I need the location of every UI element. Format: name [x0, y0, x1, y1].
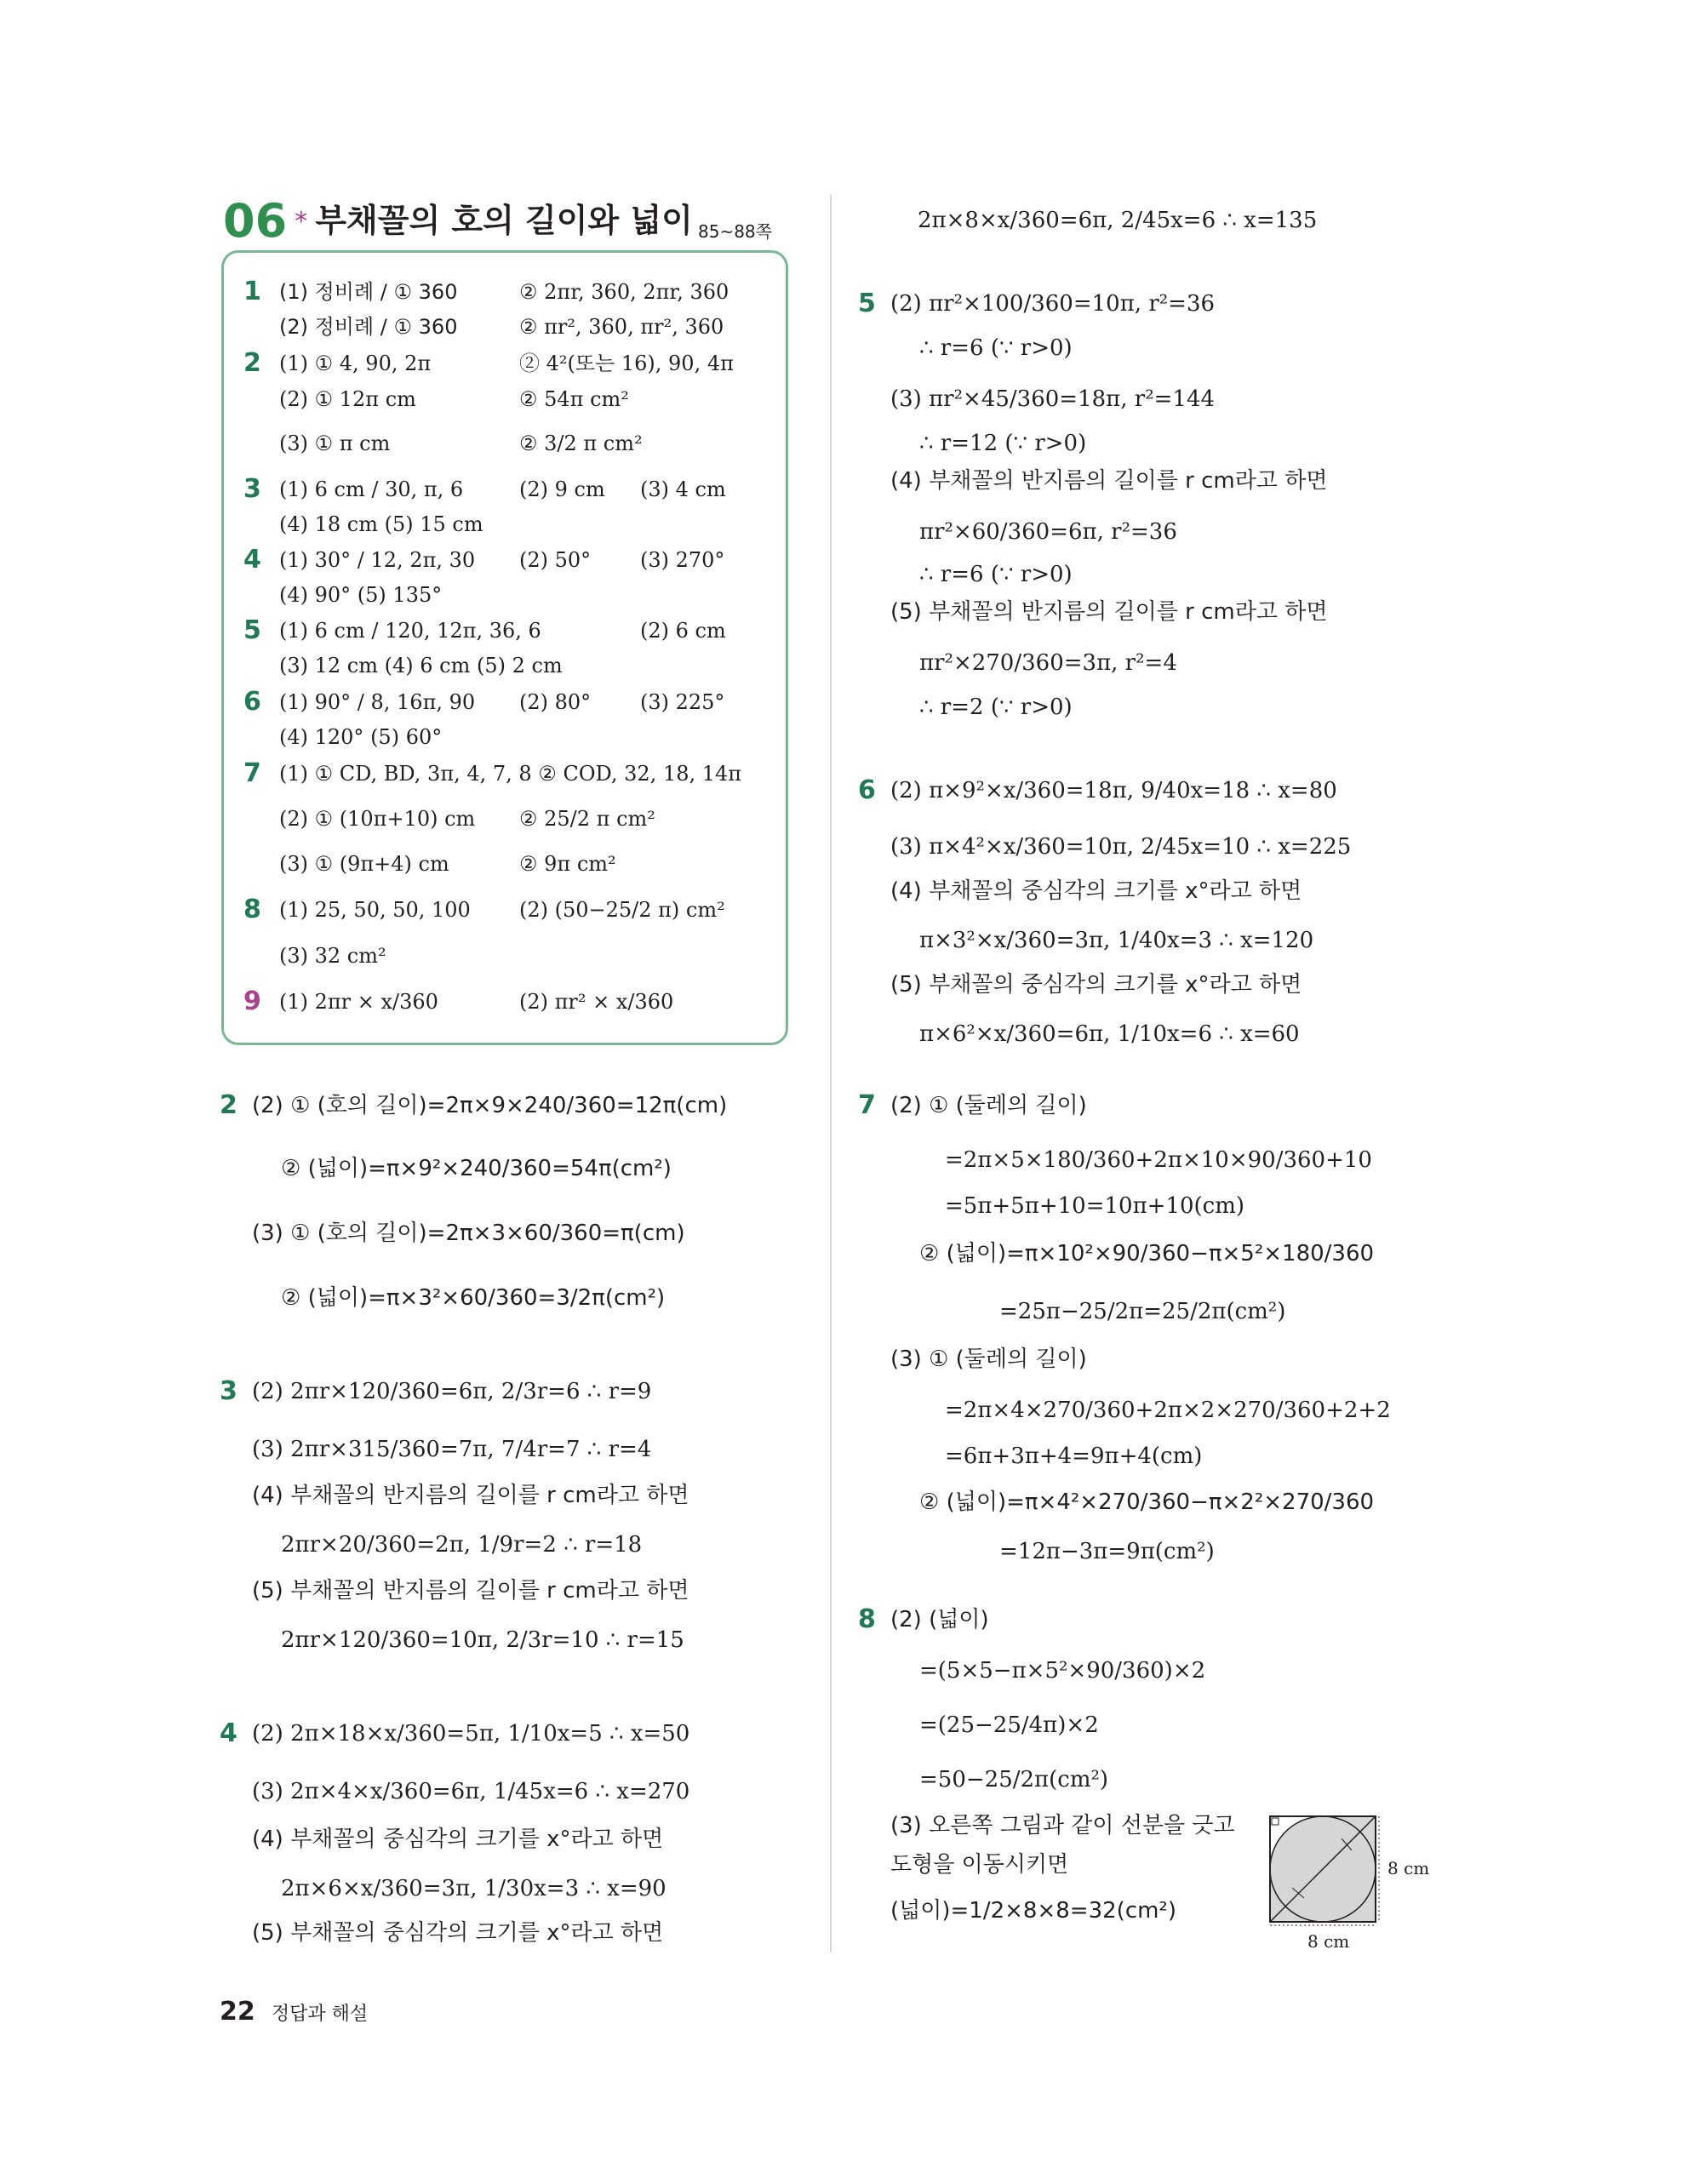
summary-line: (2) (50−25/2 π) cm² [519, 898, 725, 922]
figure-side-label: 8 cm [1387, 1858, 1430, 1878]
summary-line: ② 9π cm² [519, 852, 616, 876]
summary-number: 1 [243, 277, 261, 306]
solution-line: (2) ① (둘레의 길이) [890, 1093, 1087, 1118]
column-divider [830, 194, 832, 1952]
solution-line: =2π×4×270/360+2π×2×270/360+2+2 [945, 1398, 1391, 1423]
figure-bottom-label: 8 cm [1307, 1931, 1350, 1952]
summary-number: 7 [243, 758, 261, 788]
solution-line: πr²×60/360=6π, r²=36 [919, 519, 1177, 545]
summary-line: (2) 50° [519, 548, 592, 572]
solution-line: 2πr×20/360=2π, 1/9r=2 ∴ r=18 [281, 1532, 643, 1558]
summary-line: (1) 25, 50, 50, 100 [279, 898, 471, 922]
solution-line: (2) (넓이) [890, 1607, 989, 1632]
summary-line: (1) 6 cm / 120, 12π, 36, 6 [279, 619, 541, 643]
summary-number: 8 [243, 895, 261, 924]
solution-line: (3) π×4²×x/360=10π, 2/45x=10 ∴ x=225 [890, 834, 1352, 860]
section-header [223, 194, 693, 248]
solution-line: (5) 부채꼴의 반지름의 길이를 r cm라고 하면 [890, 599, 1328, 625]
summary-line: ② 3/2 π cm² [519, 432, 643, 455]
solution-line: ∴ r=2 (∵ r>0) [919, 695, 1073, 720]
solution-line: ∴ r=6 (∵ r>0) [919, 335, 1073, 361]
solution-line: 도형을 이동시키면 [890, 1852, 1069, 1878]
summary-line: (1) 2πr × x/360 [279, 990, 438, 1014]
summary-line: ② πr², 360, πr², 360 [519, 315, 724, 339]
solution-line: (2) π×9²×x/360=18π, 9/40x=18 ∴ x=80 [890, 778, 1337, 803]
problem-number: 3 [220, 1376, 237, 1406]
solution-line: =2π×5×180/360+2π×10×90/360+10 [945, 1147, 1372, 1173]
page-range: 85~88쪽 [698, 221, 772, 242]
solution-line: (3) 2π×4×x/360=6π, 1/45x=6 ∴ x=270 [252, 1779, 690, 1804]
summary-line: (3) 225° [640, 690, 725, 714]
solution-line: π×3²×x/360=3π, 1/40x=3 ∴ x=120 [919, 928, 1314, 953]
summary-line: ② 4²(또는 16), 90, 4π [519, 352, 734, 375]
solution-line: =12π−3π=9π(cm²) [999, 1539, 1215, 1564]
summary-line: ② 54π cm² [519, 387, 629, 411]
solution-line: (3) ① (둘레의 길이) [890, 1346, 1087, 1372]
solution-line: (5) 부채꼴의 중심각의 크기를 x°라고 하면 [252, 1920, 664, 1946]
solution-line: =25π−25/2π=25/2π(cm²) [999, 1299, 1286, 1324]
summary-line: (1) 정비례 / ① 360 [279, 280, 458, 304]
summary-line: (4) 18 cm (5) 15 cm [279, 512, 483, 536]
summary-line: (2) 정비례 / ① 360 [279, 315, 458, 339]
solution-line: (3) ① (호의 길이)=2π×3×60/360=π(cm) [252, 1221, 685, 1246]
solution-line: (5) 부채꼴의 반지름의 길이를 r cm라고 하면 [252, 1578, 689, 1604]
star-icon: * [295, 207, 308, 237]
summary-number: 4 [243, 545, 261, 575]
summary-line: (1) ① 4, 90, 2π [279, 352, 432, 375]
summary-number: 6 [243, 687, 261, 717]
summary-line: (3) ① π cm [279, 432, 391, 455]
solution-line: (2) ① (호의 길이)=2π×9×240/360=12π(cm) [252, 1093, 728, 1118]
summary-line: (1) 6 cm / 30, π, 6 [279, 477, 464, 501]
solution-line: π×6²×x/360=6π, 1/10x=6 ∴ x=60 [919, 1021, 1300, 1047]
summary-line: (3) 270° [640, 548, 725, 572]
summary-line: (2) 80° [519, 690, 592, 714]
problem-number: 4 [220, 1718, 237, 1748]
summary-line: (2) ① 12π cm [279, 387, 416, 411]
solution-line: (4) 부채꼴의 반지름의 길이를 r cm라고 하면 [890, 468, 1328, 494]
section-title: 부채꼴의 호의 길이와 넓이 [315, 202, 693, 239]
solution-line: =6π+3π+4=9π+4(cm) [945, 1444, 1203, 1469]
solution-line: ∴ r=12 (∵ r>0) [919, 431, 1087, 456]
summary-line: ② 2πr, 360, 2πr, 360 [519, 280, 729, 304]
solution-line: (3) πr²×45/360=18π, r²=144 [890, 386, 1216, 412]
solution-line: ② (넓이)=π×4²×270/360−π×2²×270/360 [919, 1489, 1375, 1515]
solution-line: =(25−25/4π)×2 [919, 1712, 1099, 1738]
solution-line: 2π×6×x/360=3π, 1/30x=3 ∴ x=90 [281, 1876, 667, 1901]
summary-line: (1) 30° / 12, 2π, 30 [279, 548, 476, 572]
summary-number: 3 [243, 474, 261, 504]
solution-line: (3) 2πr×315/360=7π, 7/4r=7 ∴ r=4 [252, 1437, 652, 1462]
summary-number: 5 [243, 615, 261, 645]
summary-number: 2 [243, 348, 261, 378]
section-number: 06 [223, 194, 288, 248]
solution-line: (넓이)=1/2×8×8=32(cm²) [890, 1898, 1177, 1924]
summary-line: (2) 9 cm [519, 477, 605, 501]
solution-line: ② (넓이)=π×10²×90/360−π×5²×180/360 [919, 1241, 1375, 1266]
footer-label: 정답과 해설 [271, 2004, 369, 2025]
problem-number: 6 [858, 775, 876, 805]
summary-line: (1) ① CD, BD, 3π, 4, 7, 8 ② COD, 32, 18, 14π [279, 762, 742, 786]
summary-line: (4) 120° (5) 60° [279, 725, 443, 749]
solution-line: ② (넓이)=π×3²×60/360=3/2π(cm²) [281, 1285, 666, 1311]
page-number: 22 [220, 1997, 255, 2027]
solution-line: ∴ r=6 (∵ r>0) [919, 562, 1073, 587]
problem-number: 8 [858, 1604, 876, 1634]
summary-line: ② 25/2 π cm² [519, 807, 655, 831]
summary-line: (3) ① (9π+4) cm [279, 852, 449, 876]
summary-number: 9 [243, 986, 261, 1016]
problem-number: 7 [858, 1090, 876, 1120]
solution-line: =50−25/2π(cm²) [919, 1767, 1109, 1792]
solution-line: (2) 2πr×120/360=6π, 2/3r=6 ∴ r=9 [252, 1379, 652, 1404]
summary-line: (4) 90° (5) 135° [279, 583, 443, 607]
problem-number: 2 [220, 1090, 237, 1120]
summary-line: (2) πr² × x/360 [519, 990, 674, 1014]
solution-line: =5π+5π+10=10π+10(cm) [945, 1193, 1245, 1219]
solution-line: =(5×5−π×5²×90/360)×2 [919, 1658, 1206, 1684]
solution-line: (5) 부채꼴의 중심각의 크기를 x°라고 하면 [890, 972, 1302, 998]
summary-line: (1) 90° / 8, 16π, 90 [279, 690, 476, 714]
summary-line: (3) 4 cm [640, 477, 726, 501]
summary-line: (2) ① (10π+10) cm [279, 807, 476, 831]
solution-line: (3) 오른쪽 그림과 같이 선분을 긋고 [890, 1813, 1235, 1838]
solution-line: (4) 부채꼴의 중심각의 크기를 x°라고 하면 [890, 878, 1302, 904]
solution-line: (2) 2π×18×x/360=5π, 1/10x=5 ∴ x=50 [252, 1721, 690, 1747]
summary-line: (3) 12 cm (4) 6 cm (5) 2 cm [279, 654, 563, 677]
solution-line: ② (넓이)=π×9²×240/360=54π(cm²) [281, 1156, 672, 1181]
summary-line: (3) 32 cm² [279, 944, 386, 968]
solution-line: 2πr×120/360=10π, 2/3r=10 ∴ r=15 [281, 1627, 684, 1653]
solution-line: πr²×270/360=3π, r²=4 [919, 650, 1177, 676]
problem-number: 5 [858, 289, 876, 318]
solution-line: 2π×8×x/360=6π, 2/45x=6 ∴ x=135 [918, 208, 1318, 233]
solution-line: (2) πr²×100/360=10π, r²=36 [890, 291, 1216, 317]
page-footer [220, 1997, 368, 2027]
solution-line: (4) 부채꼴의 반지름의 길이를 r cm라고 하면 [252, 1483, 689, 1508]
solution-line: (4) 부채꼴의 중심각의 크기를 x°라고 하면 [252, 1827, 664, 1852]
summary-line: (2) 6 cm [640, 619, 726, 643]
